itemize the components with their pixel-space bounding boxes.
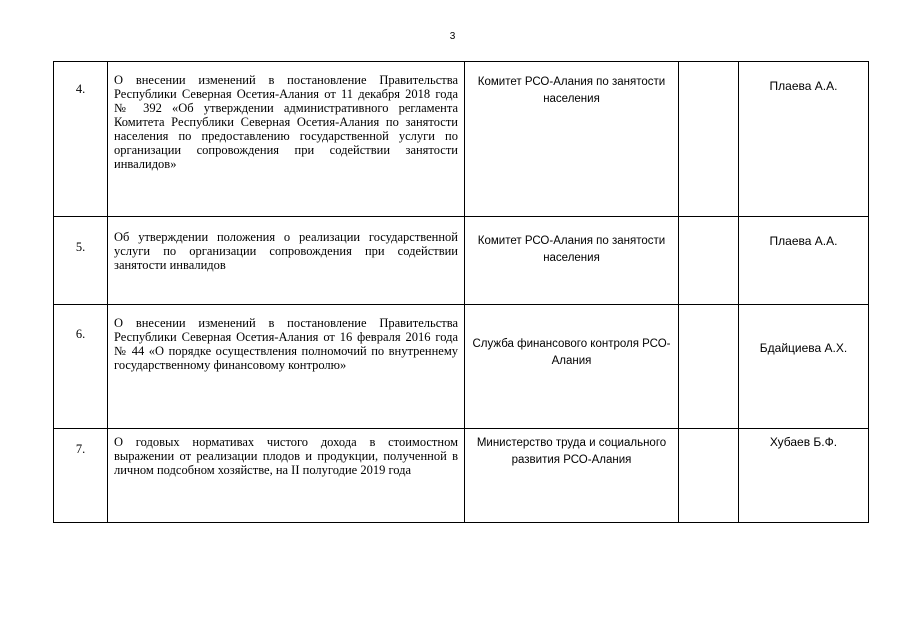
table-row <box>54 305 869 429</box>
plan-table <box>53 61 869 523</box>
responsible-organization: Комитет РСО-Алания по занятости населения <box>465 62 679 217</box>
row-number: 5. <box>54 217 108 305</box>
document-title: О внесении изменений в постановление Правительства Республики Северная Осетия-Алания от 16 февраля 2016 года № 44 «О порядке осуществления полномочий по внутреннему государственному финансовому контролю» <box>108 305 465 429</box>
table-row <box>54 429 869 523</box>
table-row <box>54 62 869 217</box>
responsible-organization: Комитет РСО-Алания по занятости населения <box>465 217 679 305</box>
table-row <box>54 217 869 305</box>
deadline-cell <box>679 305 739 429</box>
responsible-person: Хубаев Б.Ф. <box>739 429 869 523</box>
document-title: О внесении изменений в постановление Правительства Республики Северная Осетия-Алания от 11 декабря 2018 года № 392 «Об утверждении административного регламента Комитета Республики Северная Осетия-Алания по занятости населения по предоставлению государственной услуги по организации сопровождения при содействии занятости инвалидов» <box>108 62 465 217</box>
responsible-person: Плаева А.А. <box>739 217 869 305</box>
responsible-organization: Министерство труда и социального развития РСО-Алания <box>465 429 679 523</box>
row-number: 6. <box>54 305 108 429</box>
document-title: О годовых нормативах чистого дохода в стоимостном выражении от реализации плодов и продукции, полученной в личном подсобном хозяйстве, на II полугодие 2019 года <box>108 429 465 523</box>
deadline-cell <box>679 429 739 523</box>
deadline-cell <box>679 217 739 305</box>
row-number: 7. <box>54 429 108 523</box>
responsible-organization: Служба финансового контроля РСО-Алания <box>465 305 679 429</box>
deadline-cell <box>679 62 739 217</box>
page-number: 3 <box>449 31 456 42</box>
document-title: Об утверждении положения о реализации государственной услуги по организации сопровождения при содействии занятости инвалидов <box>108 217 465 305</box>
responsible-person: Плаева А.А. <box>739 62 869 217</box>
responsible-person: Бдайциева А.Х. <box>739 305 869 429</box>
row-number: 4. <box>54 62 108 217</box>
